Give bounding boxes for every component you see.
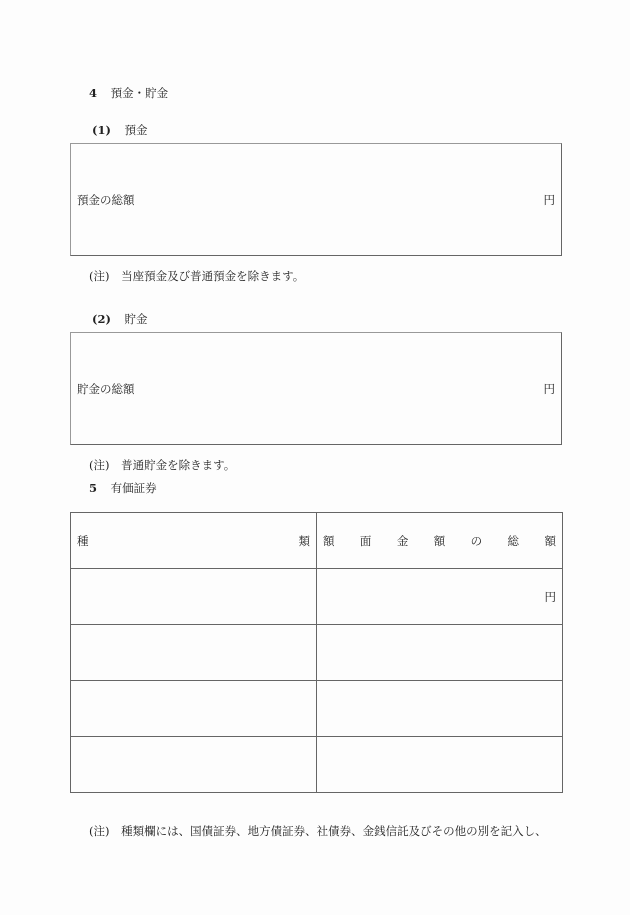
- securities-note-text: 種類欄には、国債証券、地方債証券、社債券、金銭信託及びその他の別を記入し、: [121, 824, 547, 838]
- section-5-title: 有価証券: [110, 481, 157, 495]
- savings-heading: [92, 311, 148, 327]
- amount-cell[interactable]: [317, 569, 563, 625]
- amount-cell[interactable]: [317, 681, 563, 737]
- yen-unit: 円: [544, 589, 556, 604]
- table-row: [71, 625, 563, 681]
- deposit-number: (1): [92, 123, 111, 137]
- type-cell[interactable]: [71, 681, 317, 737]
- deposit-total-label: 預金の総額: [77, 192, 135, 207]
- savings-total-field[interactable]: [70, 332, 562, 445]
- section-5-number: 5: [89, 481, 98, 495]
- savings-yen-unit: 円: [543, 381, 555, 396]
- face-value-total-column-header: 額 面 金 額 の 総 額: [317, 513, 563, 569]
- table-row: [71, 569, 563, 625]
- type-cell[interactable]: [71, 625, 317, 681]
- savings-note: [89, 457, 235, 473]
- table-row: [71, 737, 563, 793]
- deposit-note-prefix: (注): [89, 269, 110, 283]
- type-cell[interactable]: [71, 569, 317, 625]
- securities-note: [89, 823, 547, 839]
- savings-note-text: 普通貯金を除きます。: [121, 458, 236, 472]
- savings-total-label: 貯金の総額: [77, 381, 135, 396]
- savings-number: (2): [92, 312, 111, 326]
- deposit-note-text: 当座預金及び普通預金を除きます。: [121, 269, 305, 283]
- section-4-number: 4: [89, 86, 98, 100]
- securities-table-header: [71, 513, 563, 569]
- table-row: [71, 681, 563, 737]
- type-cell[interactable]: [71, 737, 317, 793]
- securities-note-prefix: (注): [89, 824, 110, 838]
- deposit-heading: [92, 122, 148, 138]
- deposit-yen-unit: 円: [543, 192, 555, 207]
- deposit-note: [89, 268, 304, 284]
- savings-note-prefix: (注): [89, 458, 110, 472]
- savings-title: 貯金: [124, 312, 148, 326]
- deposit-title: 預金: [124, 123, 148, 137]
- section-4-heading: [89, 85, 168, 101]
- type-column-header: 種 類: [71, 513, 317, 569]
- deposit-total-field[interactable]: [70, 143, 562, 256]
- section-5-heading: [89, 480, 157, 496]
- securities-table: [70, 512, 563, 793]
- amount-cell[interactable]: [317, 737, 563, 793]
- section-4-title: 預金・貯金: [110, 86, 169, 100]
- amount-cell[interactable]: [317, 625, 563, 681]
